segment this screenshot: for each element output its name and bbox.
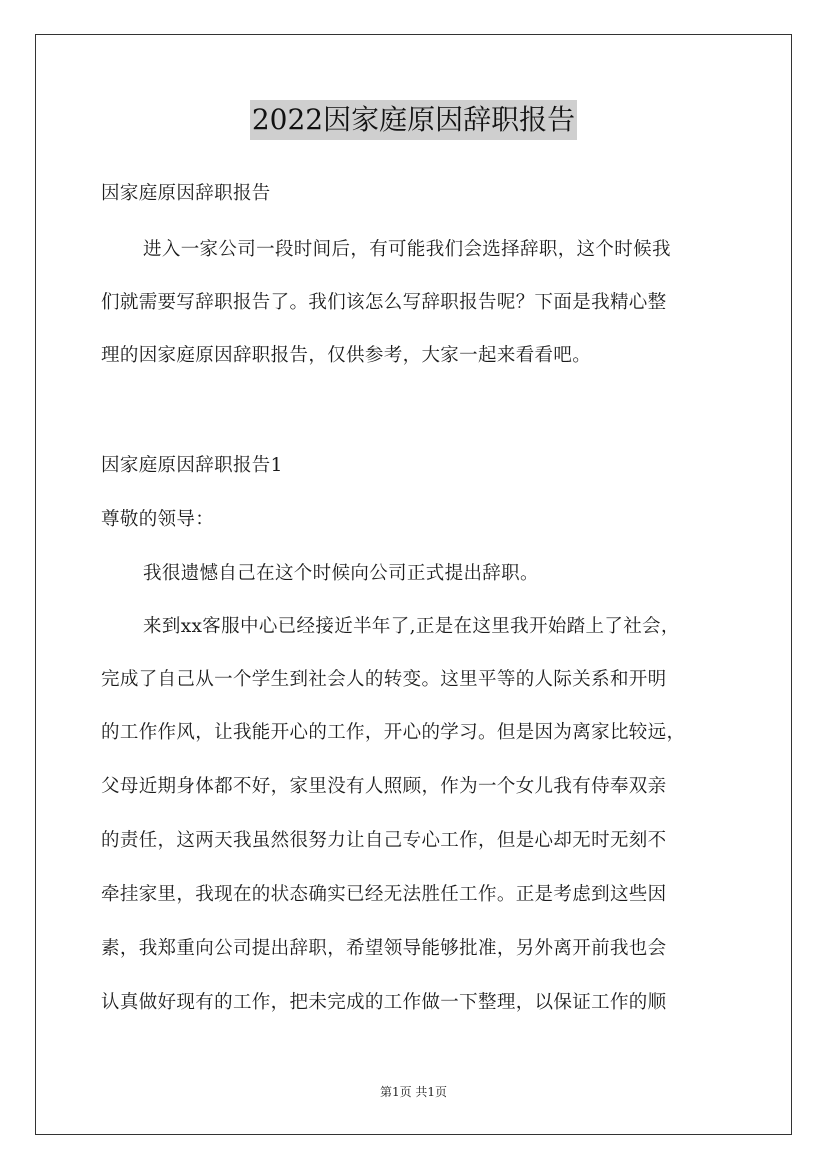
- paragraph-2-line-4: 父母近期身体都不好，家里没有人照顾，作为一个女儿我有侍奉双亲: [101, 776, 667, 797]
- intro-line-2: 们就需要写辞职报告了。我们该怎么写辞职报告呢？下面是我精心整: [101, 292, 667, 313]
- intro-line-3: 理的因家庭原因辞职报告，仅供参考，大家一起来看看吧。: [101, 345, 592, 366]
- paragraph-1: 我很遗憾自己在这个时候向公司正式提出辞职。: [143, 563, 539, 584]
- paragraph-2-line-2: 完成了自己从一个学生到社会人的转变。这里平等的人际关系和开明: [101, 669, 667, 690]
- paragraph-2-line-1: 来到xx客服中心已经接近半年了,正是在这里我开始踏上了社会，: [143, 616, 680, 637]
- salutation: 尊敬的领导：: [101, 509, 215, 530]
- page-footer: 第1页 共1页: [379, 1085, 448, 1099]
- paragraph-2-line-3: 的工作作风，让我能开心的工作，开心的学习。但是因为离家比较远，: [101, 722, 686, 743]
- section-heading: 因家庭原因辞职报告1: [101, 455, 283, 476]
- subtitle: 因家庭原因辞职报告: [101, 183, 271, 204]
- document-title: 2022因家庭原因辞职报告: [250, 100, 577, 140]
- paragraph-2-line-7: 素，我郑重向公司提出辞职，希望领导能够批准，另外离开前我也会: [101, 938, 667, 959]
- intro-line-1: 进入一家公司一段时间后，有可能我们会选择辞职，这个时候我: [143, 239, 671, 260]
- document-title-wrap: [0, 100, 827, 140]
- paragraph-2-line-8: 认真做好现有的工作，把未完成的工作做一下整理，以保证工作的顺: [101, 992, 667, 1013]
- paragraph-2-line-6: 牵挂家里，我现在的状态确实已经无法胜任工作。正是考虑到这些因: [101, 884, 667, 905]
- paragraph-2-line-5: 的责任，这两天我虽然很努力让自己专心工作，但是心却无时无刻不: [101, 830, 667, 851]
